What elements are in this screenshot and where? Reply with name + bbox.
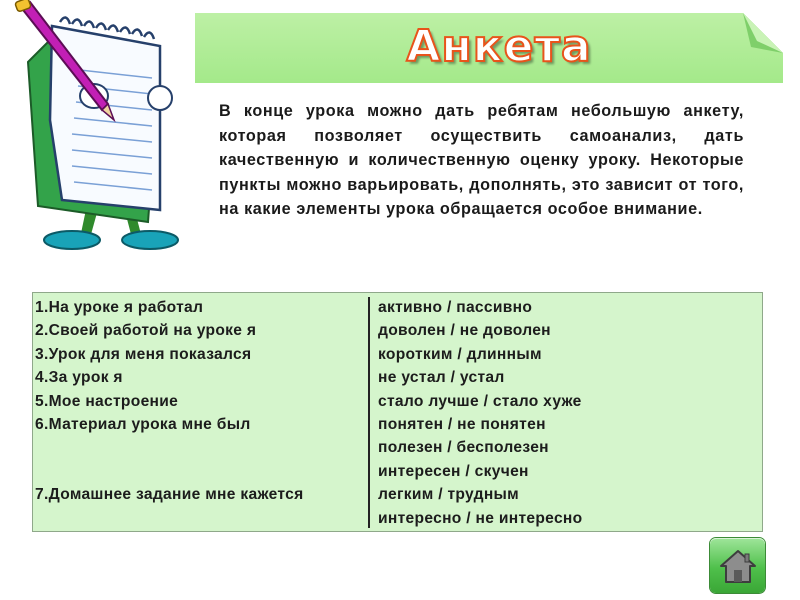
answer-option: доволен / не доволен: [378, 322, 551, 340]
answers-column: [378, 296, 758, 530]
answer-option: понятен / не понятен: [378, 415, 546, 433]
home-button[interactable]: [710, 538, 765, 593]
question-7: 7.Домашнее задание мне кажется: [35, 486, 304, 504]
notepad-character-illustration: [10, 0, 195, 255]
answer-option: легким / трудным: [378, 486, 520, 504]
answer-option: коротким / длинным: [378, 345, 542, 363]
question-4: 4.За урок я: [35, 369, 123, 387]
questions-column: [35, 296, 367, 530]
title-banner: [195, 13, 783, 83]
answer-option: активно / пассивно: [378, 299, 533, 316]
page-title: Анкета: [406, 21, 592, 72]
question-2: 2.Своей работой на уроке я: [35, 322, 257, 340]
question-6: 6.Материал урока мне был: [35, 415, 251, 433]
question-spacer: [35, 507, 367, 530]
question-spacer: [35, 460, 367, 483]
question-spacer: [35, 436, 367, 459]
answer-option: полезен / бесполезен: [378, 439, 549, 457]
question-1: 1.На уроке я работал: [35, 299, 204, 316]
answer-option: не устал / устал: [378, 369, 505, 387]
answer-option: интересно / не интересно: [378, 509, 583, 527]
answer-option: стало лучше / стало хуже: [378, 392, 582, 410]
question-5: 5.Мое настроение: [35, 392, 179, 410]
question-3: 3.Урок для меня показался: [35, 345, 252, 363]
column-divider: [368, 297, 370, 528]
intro-paragraph: В конце урока можно дать ребятам небольшую анкету, которая позволяет осуществить самоанализ, дать качественную и количественную оценку уроку. Некоторые пункты можно варьировать, дополнять, это зависит от того, на какие элементы урока обращается особое внимание.: [219, 102, 744, 218]
answer-option: интересен / скучен: [378, 462, 529, 480]
survey-table: [32, 292, 763, 532]
home-icon: [718, 547, 758, 585]
